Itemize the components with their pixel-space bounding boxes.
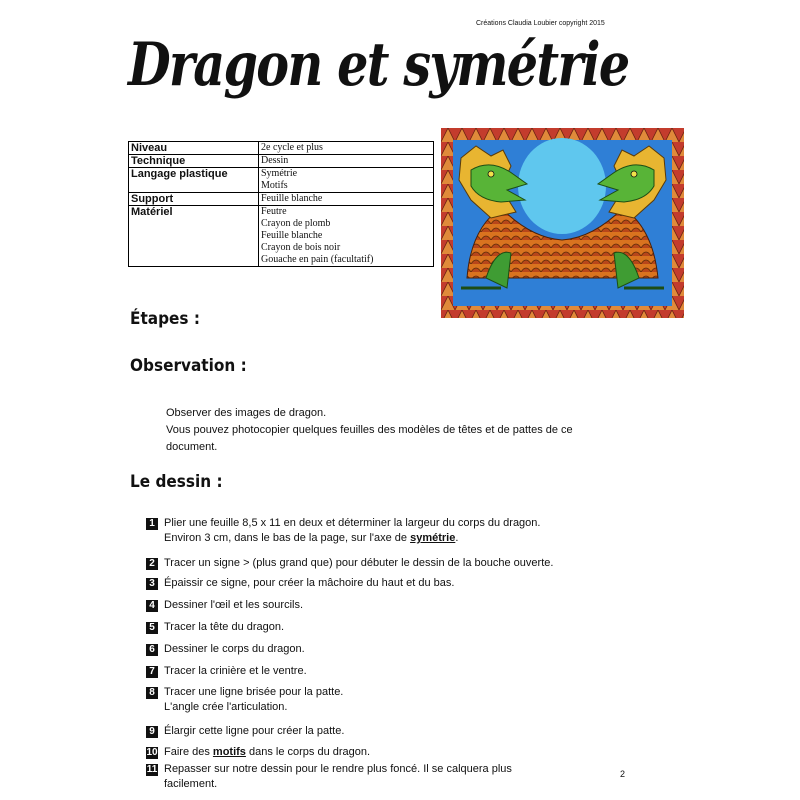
step-item	[146, 598, 303, 613]
info-value	[259, 155, 434, 168]
step-number-badge: 2	[146, 558, 158, 570]
info-label: Support	[129, 193, 259, 206]
section-le-dessin: Le dessin :	[130, 472, 223, 492]
step-line	[164, 762, 512, 777]
info-value-line: Feutre	[261, 206, 287, 217]
step-number-badge: 6	[146, 644, 158, 656]
step-text	[164, 745, 370, 760]
dragon-artwork	[441, 128, 684, 318]
info-value-line: Crayon de plomb	[261, 218, 331, 229]
info-table	[128, 141, 434, 267]
info-value-line: Feuille blanche	[261, 193, 323, 204]
step-item	[146, 745, 370, 760]
step-line	[164, 724, 344, 739]
info-value-line: Gouache en pain (facultatif)	[261, 254, 374, 265]
observation-line: Vous pouvez photocopier quelques feuilles des modèles de têtes et de pattes de ce document.	[166, 424, 573, 453]
step-item	[146, 762, 512, 792]
step-text-segment: dans le corps du dragon.	[245, 746, 371, 758]
step-line	[164, 531, 540, 546]
step-text-segment: L'angle crée l'articulation.	[164, 701, 288, 713]
step-text	[164, 556, 553, 571]
observation-line: Observer des images de dragon.	[166, 407, 327, 419]
step-text-segment: Repasser sur notre dessin pour le rendre plus foncé. Il se calquera plus	[164, 763, 512, 775]
step-item	[146, 576, 454, 591]
step-text	[164, 664, 307, 679]
info-value	[259, 193, 434, 206]
info-value	[259, 142, 434, 155]
step-text	[164, 762, 512, 792]
info-row	[129, 168, 434, 193]
step-text	[164, 598, 303, 613]
step-text-segment: Tracer une ligne brisée pour la patte.	[164, 686, 344, 698]
info-row	[129, 193, 434, 206]
step-text-segment: Environ 3 cm, dans le bas de la page, sur l'axe de	[164, 532, 411, 544]
step-text-segment: Tracer la tête du dragon.	[164, 621, 285, 633]
step-number-badge: 8	[146, 687, 158, 699]
step-line	[164, 516, 540, 531]
step-text	[164, 642, 305, 657]
info-value	[259, 206, 434, 267]
info-label: Langage plastique	[129, 168, 259, 193]
step-line	[164, 664, 307, 679]
step-number-badge: 1	[146, 518, 158, 530]
step-item	[146, 516, 540, 546]
step-text-segment: .	[455, 532, 459, 544]
info-value	[259, 168, 434, 193]
step-text-segment: Épaissir ce signe, pour créer la mâchoire du haut et du bas.	[164, 577, 455, 589]
info-value-line: Crayon de bois noir	[261, 242, 341, 253]
step-text-segment: Tracer la crinière et le ventre.	[164, 665, 307, 677]
info-row	[129, 142, 434, 155]
info-label: Niveau	[129, 142, 259, 155]
step-text-segment: facilement.	[164, 778, 218, 790]
step-text-segment: Dessiner l'œil et les sourcils.	[164, 599, 304, 611]
step-text	[164, 620, 284, 635]
info-value-line: Feuille blanche	[261, 230, 323, 241]
step-item	[146, 556, 553, 571]
step-text-segment: Tracer un signe > (plus grand que) pour débuter le dessin de la bouche ouverte.	[164, 557, 554, 569]
step-item	[146, 664, 307, 679]
step-item	[146, 620, 284, 635]
observation-text	[166, 405, 626, 456]
info-row	[129, 206, 434, 267]
document-title: Dragon et symétrie	[128, 30, 629, 100]
step-number-badge: 11	[146, 764, 158, 775]
copyright-notice: Créations Claudia Loubier copyright 2015	[476, 20, 605, 27]
step-line	[164, 556, 553, 571]
info-row	[129, 155, 434, 168]
step-item	[146, 642, 305, 657]
step-item	[146, 724, 344, 739]
step-text	[164, 576, 454, 591]
step-number-badge: 3	[146, 578, 158, 590]
info-label: Matériel	[129, 206, 259, 267]
step-line	[164, 745, 370, 760]
step-text-segment: Élargir cette ligne pour créer la patte.	[164, 725, 345, 737]
step-line	[164, 642, 305, 657]
step-number-badge: 7	[146, 666, 158, 678]
step-text	[164, 724, 344, 739]
step-line	[164, 620, 284, 635]
info-value-line: Motifs	[261, 180, 288, 191]
step-text-segment: Plier une feuille 8,5 x 11 en deux et déterminer la largeur du corps du dragon.	[164, 517, 541, 529]
step-number-badge: 9	[146, 726, 158, 738]
step-text-segment: Faire des	[164, 746, 213, 758]
info-label: Technique	[129, 155, 259, 168]
step-number-badge: 5	[146, 622, 158, 634]
step-keyword: motifs	[212, 746, 246, 758]
step-number-badge: 4	[146, 600, 158, 612]
section-observation: Observation :	[130, 356, 247, 376]
step-number-badge: 10	[146, 747, 158, 758]
step-keyword: symétrie	[410, 532, 456, 544]
info-value-line: Dessin	[261, 155, 289, 166]
step-text-segment: Dessiner le corps du dragon.	[164, 643, 305, 655]
step-item	[146, 685, 343, 715]
info-value-line: 2e cycle et plus	[261, 142, 323, 153]
page-number: 2	[620, 769, 626, 779]
step-line	[164, 598, 303, 613]
step-text	[164, 685, 343, 715]
step-line	[164, 685, 343, 700]
step-text	[164, 516, 540, 546]
section-etapes: Étapes :	[130, 309, 200, 329]
step-line	[164, 777, 512, 792]
info-value-line: Symétrie	[261, 168, 298, 179]
step-line	[164, 700, 343, 715]
step-line	[164, 576, 454, 591]
